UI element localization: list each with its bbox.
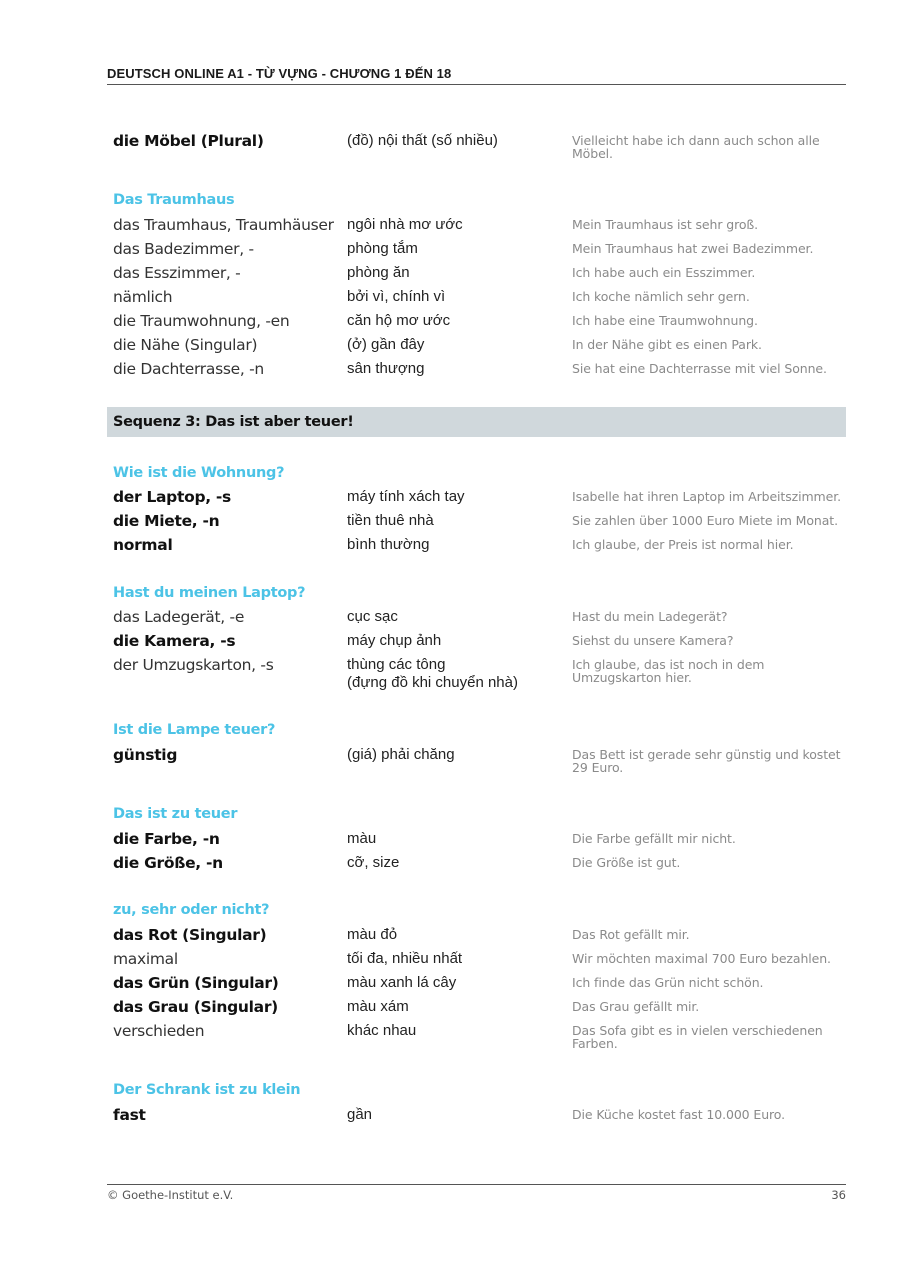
vietnamese-translation: (đồ) nội thất (số nhiều) — [347, 132, 498, 149]
vietnamese-translation: bởi vì, chính vì — [347, 288, 446, 305]
vietnamese-translation: bình thường — [347, 536, 430, 553]
example-sentence: Ich habe eine Traumwohnung. — [572, 313, 758, 328]
example-sentence: Das Bett ist gerade sehr günstig und kostet 29 Euro. — [572, 747, 841, 775]
german-term: normal — [113, 536, 173, 554]
example-sentence: Vielleicht habe ich dann auch schon alle Möbel. — [572, 133, 820, 161]
german-term: die Miete, -n — [113, 512, 220, 530]
vocab-row — [113, 1022, 846, 1054]
german-term: das Esszimmer, - — [113, 264, 241, 282]
example-sentence: In der Nähe gibt es einen Park. — [572, 337, 762, 352]
example-sentence: Ich finde das Grün nicht schön. — [572, 975, 764, 990]
vietnamese-translation: căn hộ mơ ước — [347, 312, 451, 329]
german-term: die Möbel (Plural) — [113, 132, 264, 150]
vocab-row — [113, 632, 846, 654]
vocab-row — [113, 854, 846, 876]
german-term: günstig — [113, 746, 178, 764]
vocab-row — [113, 950, 846, 972]
example-sentence: Ich koche nämlich sehr gern. — [572, 289, 750, 304]
german-term: fast — [113, 1106, 146, 1124]
vocab-row — [113, 1106, 846, 1128]
german-term: das Rot (Singular) — [113, 926, 267, 944]
vocab-row — [113, 512, 846, 534]
sequence-title: Sequenz 3: Das ist aber teuer! — [113, 414, 354, 430]
section-heading-laptop: Hast du meinen Laptop? — [113, 585, 306, 601]
page-footer — [107, 1184, 846, 1202]
example-sentence: Sie zahlen über 1000 Euro Miete im Monat. — [572, 513, 838, 528]
vocab-row — [113, 926, 846, 948]
vietnamese-translation: phòng tắm — [347, 240, 418, 257]
vocab-row — [113, 746, 846, 775]
vocab-row — [113, 830, 846, 852]
german-term: die Kamera, -s — [113, 632, 236, 650]
example-sentence: Ich glaube, der Preis ist normal hier. — [572, 537, 794, 552]
example-sentence: Das Sofa gibt es in vielen verschiedenen Farben. — [572, 1023, 823, 1051]
vocab-row — [113, 240, 846, 262]
section-heading-lampe: Ist die Lampe teuer? — [113, 722, 276, 738]
vietnamese-translation: cỡ, size — [347, 854, 400, 871]
example-sentence: Ich glaube, das ist noch in dem Umzugskarton hier. — [572, 657, 765, 685]
example-sentence: Wir möchten maximal 700 Euro bezahlen. — [572, 951, 831, 966]
example-sentence: Das Rot gefällt mir. — [572, 927, 690, 942]
vocab-row — [113, 132, 846, 161]
german-term: die Größe, -n — [113, 854, 223, 872]
vietnamese-translation: khác nhau — [347, 1022, 417, 1039]
example-sentence: Hast du mein Ladegerät? — [572, 609, 728, 624]
vietnamese-translation: phòng ăn — [347, 264, 410, 281]
vocab-row — [113, 216, 846, 238]
vietnamese-translation: tiền thuê nhà — [347, 512, 434, 529]
example-sentence: Mein Traumhaus ist sehr groß. — [572, 217, 759, 232]
example-sentence: Siehst du unsere Kamera? — [572, 633, 734, 648]
german-term: verschieden — [113, 1022, 205, 1040]
vocab-row — [113, 974, 846, 996]
example-sentence: Die Küche kostet fast 10.000 Euro. — [572, 1107, 785, 1122]
page-number: 36 — [831, 1188, 846, 1202]
vietnamese-translation: cục sạc — [347, 608, 398, 625]
vietnamese-translation: (ở) gần đây — [347, 336, 425, 353]
german-term: die Nähe (Singular) — [113, 336, 258, 354]
german-term: nämlich — [113, 288, 173, 306]
vietnamese-translation: gần — [347, 1106, 373, 1123]
vietnamese-translation: ngôi nhà mơ ước — [347, 216, 463, 233]
vocab-row — [113, 264, 846, 286]
section-heading-traumhaus: Das Traumhaus — [113, 192, 235, 208]
german-term: der Umzugskarton, -s — [113, 656, 274, 674]
vocab-row — [113, 656, 846, 696]
page-header: DEUTSCH ONLINE A1 - TỪ VỰNG - CHƯƠNG 1 ĐẾN 18 — [107, 66, 846, 85]
german-term: das Traumhaus, Traumhäuser — [113, 216, 334, 234]
german-term: das Ladegerät, -e — [113, 608, 245, 626]
german-term: die Traumwohnung, -en — [113, 312, 290, 330]
vocab-row — [113, 336, 846, 358]
example-sentence: Ich habe auch ein Esszimmer. — [572, 265, 756, 280]
section-heading-wohnung: Wie ist die Wohnung? — [113, 465, 285, 481]
example-sentence: Isabelle hat ihren Laptop im Arbeitszimmer. — [572, 489, 841, 504]
vocab-row — [113, 360, 846, 382]
example-sentence: Mein Traumhaus hat zwei Badezimmer. — [572, 241, 814, 256]
vietnamese-translation: thùng các tông (đựng đồ khi chuyển nhà) — [347, 656, 518, 691]
section-heading-zusehr: zu, sehr oder nicht? — [113, 902, 270, 918]
german-term: die Farbe, -n — [113, 830, 220, 848]
german-term: das Grau (Singular) — [113, 998, 278, 1016]
vocab-row — [113, 312, 846, 334]
vietnamese-translation: máy tính xách tay — [347, 488, 465, 505]
example-sentence: Sie hat eine Dachterrasse mit viel Sonne. — [572, 361, 827, 376]
example-sentence: Das Grau gefällt mir. — [572, 999, 700, 1014]
german-term: das Grün (Singular) — [113, 974, 279, 992]
example-sentence: Die Farbe gefällt mir nicht. — [572, 831, 736, 846]
vietnamese-translation: màu đỏ — [347, 926, 398, 943]
vietnamese-translation: máy chụp ảnh — [347, 632, 442, 649]
german-term: der Laptop, -s — [113, 488, 231, 506]
section-heading-teuer: Das ist zu teuer — [113, 806, 238, 822]
vocab-row — [113, 998, 846, 1020]
vietnamese-translation: (giá) phải chăng — [347, 746, 455, 763]
sequence-banner — [107, 407, 846, 437]
vietnamese-translation: sân thượng — [347, 360, 425, 377]
vietnamese-translation: màu — [347, 830, 377, 847]
vocab-row — [113, 536, 846, 558]
german-term: das Badezimmer, - — [113, 240, 254, 258]
section-heading-schrank: Der Schrank ist zu klein — [113, 1082, 301, 1098]
german-term: maximal — [113, 950, 178, 968]
german-term: die Dachterrasse, -n — [113, 360, 264, 378]
example-sentence: Die Größe ist gut. — [572, 855, 681, 870]
copyright-text: © Goethe-Institut e.V. — [107, 1188, 234, 1202]
vietnamese-translation: màu xám — [347, 998, 409, 1015]
vietnamese-translation: màu xanh lá cây — [347, 974, 457, 991]
vocab-row — [113, 288, 846, 310]
vocab-row — [113, 488, 846, 510]
vocab-row — [113, 608, 846, 630]
vietnamese-translation: tối đa, nhiều nhất — [347, 950, 463, 967]
